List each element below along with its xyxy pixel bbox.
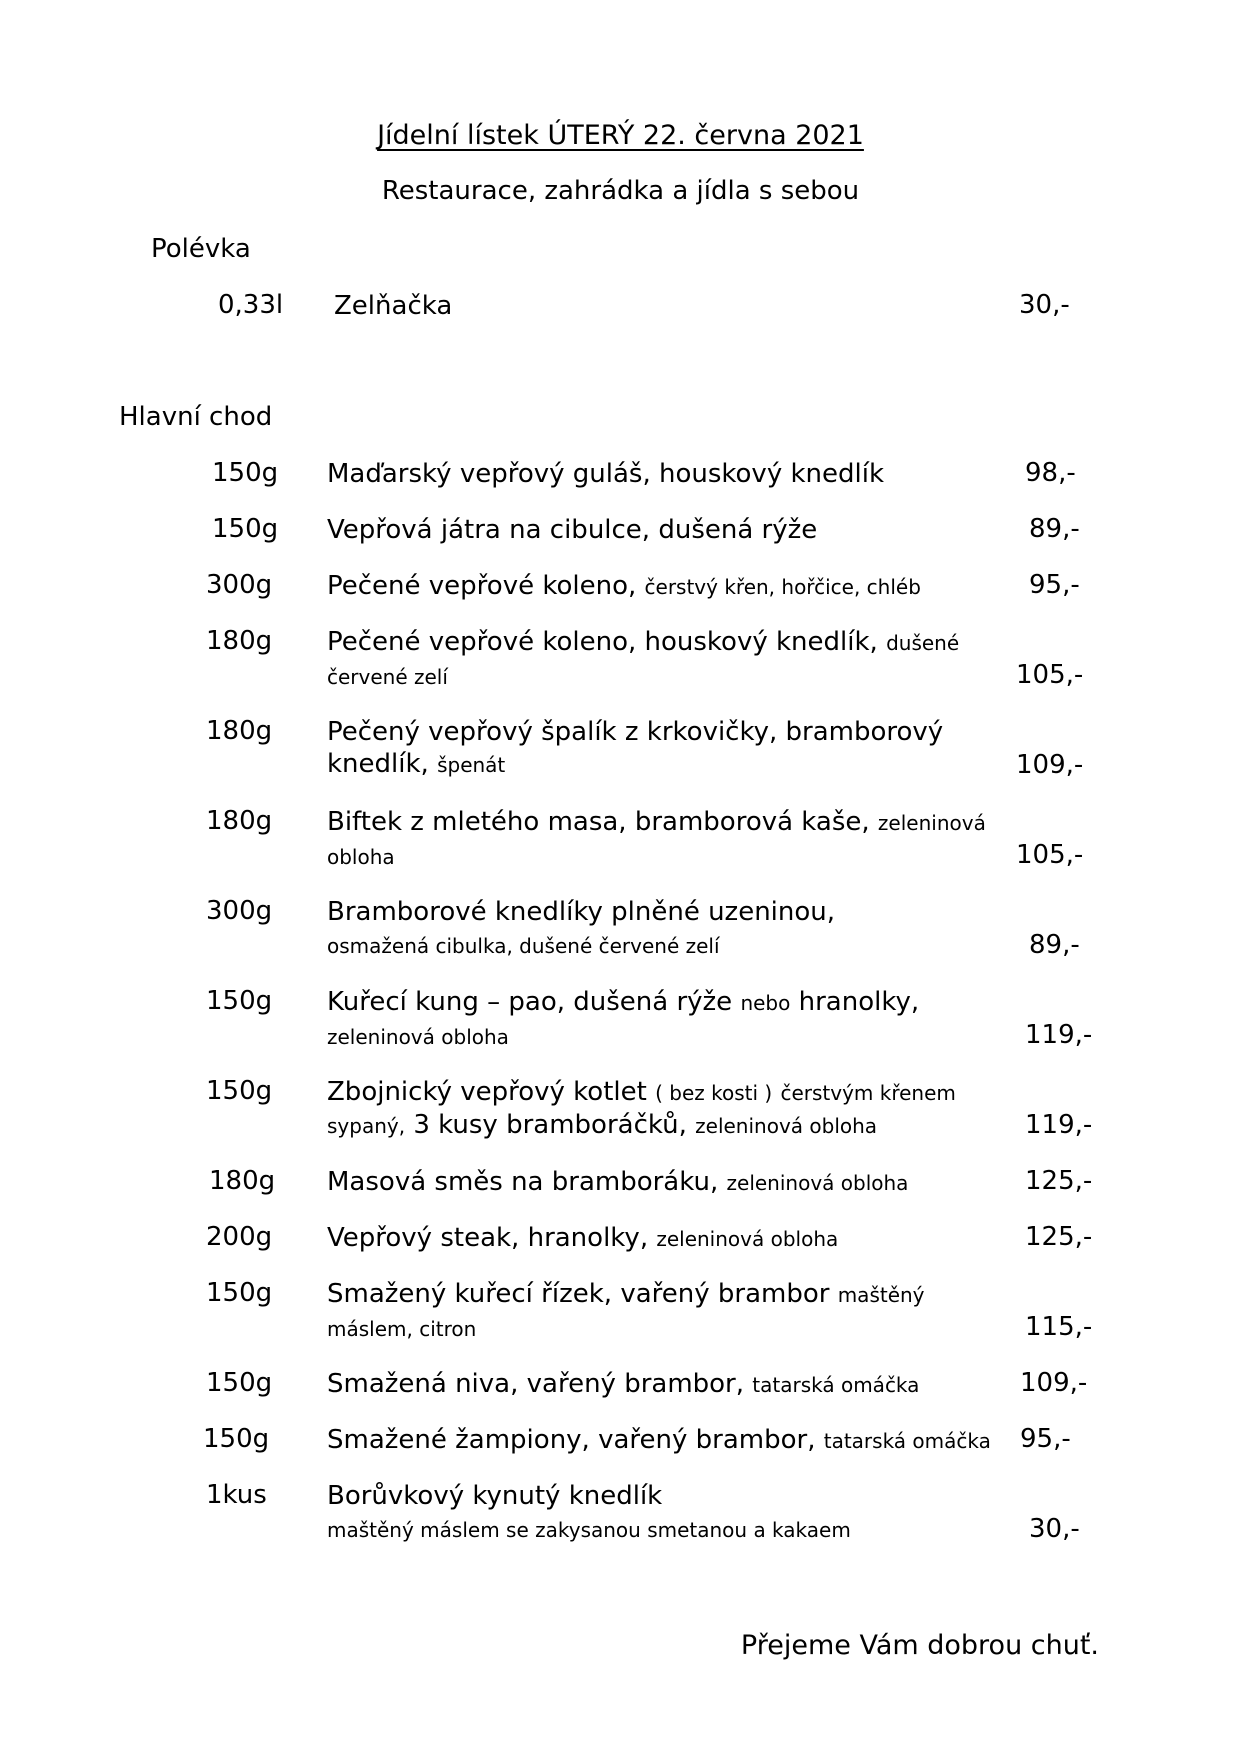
item-description bbox=[327, 514, 1007, 546]
main-heading: Hlavní chod bbox=[119, 402, 273, 432]
item-side: nebo bbox=[740, 991, 791, 1015]
item-name: Borůvkový kynutý knedlík bbox=[327, 1481, 663, 1511]
item-weight: 1kus bbox=[206, 1480, 267, 1510]
item-description bbox=[327, 458, 1007, 490]
item-price: 89,- bbox=[1029, 930, 1080, 960]
item-price: 105,- bbox=[1016, 660, 1084, 690]
item-description bbox=[327, 1222, 1007, 1255]
item-sub: zeleninová obloha bbox=[327, 1025, 509, 1049]
item-price: 30,- bbox=[1019, 290, 1070, 320]
item-sub: červené zelí bbox=[327, 665, 448, 689]
item-name: Pečený vepřový špalík z krkovičky, bramborový knedlík, bbox=[327, 717, 944, 779]
item-weight: 300g bbox=[206, 896, 273, 926]
item-weight: 150g bbox=[206, 986, 273, 1016]
item-description bbox=[327, 1278, 1007, 1345]
item-side: tatarská omáčka bbox=[823, 1429, 991, 1453]
item-name: Smažená niva, vařený brambor, bbox=[327, 1369, 745, 1399]
closing-greeting: Přejeme Vám dobrou chuť. bbox=[740, 1630, 1099, 1661]
item-side: špenát bbox=[437, 753, 506, 777]
item-description bbox=[327, 716, 987, 781]
item-description bbox=[327, 1166, 1007, 1199]
item-weight: 150g bbox=[203, 1424, 270, 1454]
item-price: 119,- bbox=[1025, 1020, 1093, 1050]
item-name: Smažené žampiony, vařený brambor, bbox=[327, 1425, 816, 1455]
item-side: sypaný, bbox=[327, 1114, 406, 1138]
menu-title: Jídelní lístek ÚTERÝ 22. června 2021 bbox=[377, 120, 864, 151]
item-weight: 150g bbox=[212, 514, 279, 544]
item-side: ( bez kosti ) bbox=[655, 1081, 773, 1105]
item-side: maštěný bbox=[837, 1283, 925, 1307]
item-weight: 180g bbox=[206, 716, 273, 746]
item-name: Kuřecí kung – pao, dušená rýže bbox=[327, 987, 733, 1017]
menu-subtitle: Restaurace, zahrádka a jídla s sebou bbox=[381, 176, 860, 206]
item-price: 109,- bbox=[1020, 1368, 1088, 1398]
item-side: tatarská omáčka bbox=[752, 1373, 920, 1397]
item-name: Masová směs na bramboráku, bbox=[327, 1167, 719, 1197]
item-weight: 150g bbox=[206, 1278, 273, 1308]
item-name: Smažený kuřecí řízek, vařený brambor bbox=[327, 1279, 830, 1309]
item-weight: 300g bbox=[206, 570, 273, 600]
item-weight: 150g bbox=[206, 1076, 273, 1106]
item-sub: maštěný máslem se zakysanou smetanou a kakaem bbox=[327, 1518, 851, 1542]
item-weight: 0,33l bbox=[218, 290, 284, 320]
item-sub: máslem, citron bbox=[327, 1317, 477, 1341]
item-sub: osmažená cibulka, dušené červené zelí bbox=[327, 934, 720, 958]
item-weight: 200g bbox=[206, 1222, 273, 1252]
item-name: Bramborové knedlíky plněné uzeninou, bbox=[327, 897, 836, 927]
item-price: 125,- bbox=[1025, 1166, 1093, 1196]
soup-heading: Polévka bbox=[151, 234, 251, 264]
item-weight: 180g bbox=[206, 626, 273, 656]
item-name: Maďarský vepřový guláš, houskový knedlík bbox=[327, 459, 885, 489]
item-description bbox=[327, 896, 1007, 962]
item-weight: 150g bbox=[206, 1368, 273, 1398]
item-description bbox=[327, 1076, 1007, 1142]
item-weight: 180g bbox=[206, 806, 273, 836]
item-weight: 180g bbox=[209, 1166, 276, 1196]
item-name: Pečené vepřové koleno, houskový knedlík, bbox=[327, 627, 878, 657]
item-side: čerstvým křenem bbox=[780, 1081, 956, 1105]
item-side: zeleninová obloha bbox=[695, 1114, 878, 1138]
item-price: 30,- bbox=[1029, 1514, 1080, 1544]
item-sub: obloha bbox=[327, 845, 395, 869]
item-side: dušené bbox=[886, 631, 960, 655]
item-name: Pečené vepřové koleno, bbox=[327, 571, 637, 601]
item-description bbox=[327, 626, 1007, 693]
item-price: 89,- bbox=[1029, 514, 1080, 544]
item-name: Biftek z mletého masa, bramborová kaše, bbox=[327, 807, 870, 837]
item-price: 95,- bbox=[1029, 570, 1080, 600]
item-name: Vepřový steak, hranolky, bbox=[327, 1223, 649, 1253]
item-side: zeleninová bbox=[877, 811, 986, 835]
item-price: 98,- bbox=[1025, 458, 1076, 488]
item-description bbox=[327, 986, 1007, 1053]
item-name: Vepřová játra na cibulce, dušená rýže bbox=[327, 515, 818, 545]
item-price: 115,- bbox=[1025, 1312, 1093, 1342]
item-side: čerstvý křen, hořčice, chléb bbox=[644, 575, 921, 599]
item-description bbox=[327, 1480, 1007, 1546]
item-weight: 150g bbox=[212, 458, 279, 488]
item-name: Zbojnický vepřový kotlet bbox=[327, 1077, 647, 1107]
item-price: 109,- bbox=[1016, 750, 1084, 780]
item-price: 95,- bbox=[1020, 1424, 1071, 1454]
item-name-cont: hranolky, bbox=[798, 987, 920, 1017]
item-side: zeleninová obloha bbox=[656, 1227, 839, 1251]
item-description bbox=[327, 1424, 1007, 1457]
item-price: 125,- bbox=[1025, 1222, 1093, 1252]
item-price: 105,- bbox=[1016, 840, 1084, 870]
item-price: 119,- bbox=[1025, 1110, 1093, 1140]
item-name: Zelňačka bbox=[334, 291, 453, 321]
item-description bbox=[327, 570, 1007, 603]
item-description bbox=[327, 1368, 1007, 1401]
item-name-cont: 3 kusy bramboráčků, bbox=[413, 1110, 687, 1140]
item-description bbox=[327, 806, 1007, 873]
item-side: zeleninová obloha bbox=[726, 1171, 909, 1195]
